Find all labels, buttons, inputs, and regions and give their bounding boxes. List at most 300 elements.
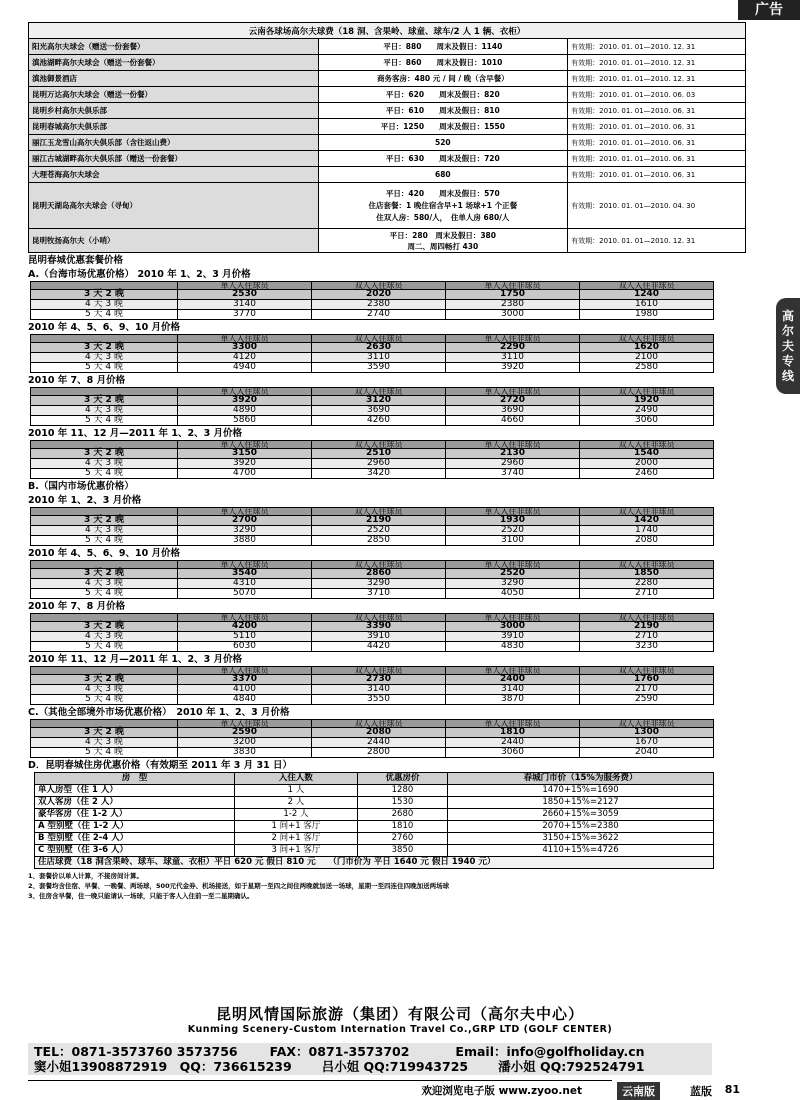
price-cell: 1750 bbox=[446, 290, 580, 300]
price-cell: 3920 bbox=[178, 396, 312, 406]
col-header: 单人入住非球员 bbox=[446, 441, 580, 449]
stay-label: 3 天 2 晚 bbox=[31, 290, 178, 300]
footer-blue: 蓝版 bbox=[690, 1085, 712, 1098]
price-cell: 2530 bbox=[178, 290, 312, 300]
price-row bbox=[31, 406, 714, 416]
price-cell: 3690 bbox=[446, 406, 580, 416]
section-title: 2010 年 7、8 月价格 bbox=[28, 375, 126, 386]
price-cell: 3830 bbox=[178, 748, 312, 758]
stay-label: 4 天 3 晚 bbox=[31, 738, 178, 748]
price-cell: 2520 bbox=[312, 526, 446, 536]
contact-person: 潘小姐 QQ:792524791 bbox=[498, 1059, 645, 1074]
room-row bbox=[35, 821, 714, 833]
price-cell: 2290 bbox=[446, 343, 580, 353]
contact-person: 窦小姐13908872919 QQ：736615239 bbox=[34, 1059, 292, 1074]
side-tab: 高尔夫专线 bbox=[776, 298, 800, 394]
col-header: 双人入住非球员 bbox=[580, 282, 714, 290]
col-header: 双人入住球员 bbox=[312, 282, 446, 290]
price-cell: 3290 bbox=[312, 579, 446, 589]
price-cell: 2190 bbox=[580, 622, 714, 632]
col-header: 单人入住非球员 bbox=[446, 614, 580, 622]
course-price: 平日：1250 周末及假日：1550 bbox=[318, 119, 568, 135]
price-cell: 3060 bbox=[446, 748, 580, 758]
course-name: 丽江玉龙雪山高尔夫俱乐部（含往返山费） bbox=[29, 135, 319, 151]
price-cell: 4660 bbox=[446, 416, 580, 426]
price-cell: 2740 bbox=[312, 310, 446, 320]
course-price: 平日：860 周末及假日：1010 bbox=[318, 55, 568, 71]
price-cell: 3910 bbox=[446, 632, 580, 642]
col-header: 单人入住球员 bbox=[178, 720, 312, 728]
price-row bbox=[31, 695, 714, 705]
col-header: 双人入住球员 bbox=[312, 441, 446, 449]
course-name: 昆明万达高尔夫球会（赠送一份餐） bbox=[29, 87, 319, 103]
price-row bbox=[31, 579, 714, 589]
price-row bbox=[31, 516, 714, 526]
price-row bbox=[31, 536, 714, 546]
col-header: 双人入住非球员 bbox=[580, 441, 714, 449]
room-row bbox=[35, 809, 714, 821]
price-cell: 2630 bbox=[312, 343, 446, 353]
col-header: 单人入住球员 bbox=[178, 388, 312, 396]
price-cell: 3710 bbox=[312, 589, 446, 599]
course-price: 平日：880 周末及假日：1140 bbox=[318, 39, 568, 55]
price-cell: 3550 bbox=[312, 695, 446, 705]
occupancy: 1-2 人 bbox=[235, 809, 358, 821]
price-cell: 4830 bbox=[446, 642, 580, 652]
price-row bbox=[31, 363, 714, 373]
price-cell: 2850 bbox=[312, 536, 446, 546]
col-header: 单人入住球员 bbox=[178, 614, 312, 622]
course-name: 昆明牧扬高尔夫（小哨） bbox=[29, 229, 319, 253]
price-row bbox=[31, 310, 714, 320]
contact-person: 吕小姐 QQ:719943725 bbox=[321, 1059, 469, 1074]
price-table bbox=[30, 334, 714, 373]
price-cell: 3590 bbox=[312, 363, 446, 373]
section-title: 2010 年 1、2、3 月价格 bbox=[28, 495, 142, 506]
col-header: 双人入住非球员 bbox=[580, 561, 714, 569]
course-valid: 有效期：2010. 01. 01—2010. 06. 31 bbox=[568, 103, 746, 119]
col-header: 双人入住非球员 bbox=[580, 388, 714, 396]
occupancy: 3 间+1 客厅 bbox=[235, 845, 358, 857]
price-row bbox=[31, 738, 714, 748]
col-header: 双人入住球员 bbox=[312, 614, 446, 622]
col-header: 优惠房价 bbox=[357, 773, 447, 785]
course-valid: 有效期：2010. 01. 01—2010. 12. 31 bbox=[568, 39, 746, 55]
price-cell: 2380 bbox=[446, 300, 580, 310]
price-cell: 4940 bbox=[178, 363, 312, 373]
course-price: 520 bbox=[318, 135, 568, 151]
occupancy: 1 间+1 客厅 bbox=[235, 821, 358, 833]
price-cell: 3060 bbox=[580, 416, 714, 426]
col-header: 单人入住球员 bbox=[178, 667, 312, 675]
price-cell: 2710 bbox=[580, 589, 714, 599]
price-cell: 5070 bbox=[178, 589, 312, 599]
price-cell: 2380 bbox=[312, 300, 446, 310]
rack-price: 2660+15%=3059 bbox=[448, 809, 714, 821]
stay-label: 5 天 4 晚 bbox=[31, 469, 178, 479]
price-cell: 2960 bbox=[446, 459, 580, 469]
col-header: 春城门市价（15%为服务费） bbox=[448, 773, 714, 785]
notes bbox=[28, 871, 746, 901]
col-header: 双人入住非球员 bbox=[580, 614, 714, 622]
room-type: 单人房型（住 1 人） bbox=[35, 785, 235, 797]
price-table bbox=[30, 387, 714, 426]
course-price: 平日：630 周末及假日：720 bbox=[318, 151, 568, 167]
price-cell: 3230 bbox=[580, 642, 714, 652]
price-cell: 2960 bbox=[312, 459, 446, 469]
course-row bbox=[29, 135, 746, 151]
company-block bbox=[0, 1003, 800, 1035]
rack-price: 3150+15%=3622 bbox=[448, 833, 714, 845]
stay-label: 5 天 4 晚 bbox=[31, 695, 178, 705]
price-cell: 3540 bbox=[178, 569, 312, 579]
col-header: 双人入住球员 bbox=[312, 388, 446, 396]
price-cell: 1850 bbox=[580, 569, 714, 579]
course-row bbox=[29, 87, 746, 103]
price-cell: 5860 bbox=[178, 416, 312, 426]
col-header: 双人入住球员 bbox=[312, 335, 446, 343]
price-row bbox=[31, 589, 714, 599]
price-cell: 2460 bbox=[580, 469, 714, 479]
price-cell: 3870 bbox=[446, 695, 580, 705]
price-cell: 2170 bbox=[580, 685, 714, 695]
price-cell: 3290 bbox=[446, 579, 580, 589]
section-title: C.（其他全部境外市场优惠价格） 2010 年 1、2、3 月价格 bbox=[28, 707, 290, 718]
course-row bbox=[29, 119, 746, 135]
tel: TEL：0871-3573760 3573756 bbox=[34, 1044, 238, 1059]
col-header: 双人入住非球员 bbox=[580, 720, 714, 728]
section-title: D．昆明春城住房优惠价格（有效期至 2011 年 3 月 31 日） bbox=[28, 760, 293, 771]
company-name-cn: 昆明风情国际旅游（集团）有限公司（高尔夫中心） bbox=[215, 1005, 584, 1023]
room-price: 1810 bbox=[357, 821, 447, 833]
room-row bbox=[35, 833, 714, 845]
col-header: 单人入住球员 bbox=[178, 561, 312, 569]
price-row bbox=[31, 290, 714, 300]
stay-label: 5 天 4 晚 bbox=[31, 642, 178, 652]
price-cell: 3000 bbox=[446, 310, 580, 320]
price-cell: 2440 bbox=[312, 738, 446, 748]
price-cell: 3740 bbox=[446, 469, 580, 479]
col-header: 单人入住非球员 bbox=[446, 335, 580, 343]
price-cell: 3920 bbox=[178, 459, 312, 469]
price-cell: 2800 bbox=[312, 748, 446, 758]
stay-label: 5 天 4 晚 bbox=[31, 416, 178, 426]
course-name: 滇池御景酒店 bbox=[29, 71, 319, 87]
price-cell: 4120 bbox=[178, 353, 312, 363]
price-cell: 3290 bbox=[178, 526, 312, 536]
col-header: 双人入住球员 bbox=[312, 561, 446, 569]
col-header: 双人入住球员 bbox=[312, 720, 446, 728]
price-cell: 1620 bbox=[580, 343, 714, 353]
price-cell: 4890 bbox=[178, 406, 312, 416]
email: Email：info@golfholiday.cn bbox=[455, 1044, 645, 1059]
price-row bbox=[31, 622, 714, 632]
price-cell: 3920 bbox=[446, 363, 580, 373]
price-row bbox=[31, 526, 714, 536]
col-header: 单人入住非球员 bbox=[446, 561, 580, 569]
price-cell: 3370 bbox=[178, 675, 312, 685]
course-name: 滇池湖畔高尔夫球会（赠送一份套餐） bbox=[29, 55, 319, 71]
price-cell: 2590 bbox=[178, 728, 312, 738]
price-cell: 3150 bbox=[178, 449, 312, 459]
rack-price: 1470+15%=1690 bbox=[448, 785, 714, 797]
course-row bbox=[29, 103, 746, 119]
price-row bbox=[31, 469, 714, 479]
stay-label: 4 天 3 晚 bbox=[31, 406, 178, 416]
price-cell: 1540 bbox=[580, 449, 714, 459]
col-header: 双人入住非球员 bbox=[580, 667, 714, 675]
price-row bbox=[31, 449, 714, 459]
occupancy: 1 人 bbox=[235, 785, 358, 797]
col-header: 单人入住非球员 bbox=[446, 508, 580, 516]
course-valid: 有效期：2010. 01. 01—2010. 06. 31 bbox=[568, 151, 746, 167]
price-cell: 2020 bbox=[312, 290, 446, 300]
price-row bbox=[31, 459, 714, 469]
col-header: 双人入住球员 bbox=[312, 667, 446, 675]
price-cell: 1420 bbox=[580, 516, 714, 526]
price-row bbox=[31, 675, 714, 685]
course-price: 平日：610 周末及假日：810 bbox=[318, 103, 568, 119]
price-cell: 3140 bbox=[446, 685, 580, 695]
stay-label: 3 天 2 晚 bbox=[31, 569, 178, 579]
price-cell: 1810 bbox=[446, 728, 580, 738]
stay-label: 4 天 3 晚 bbox=[31, 526, 178, 536]
section-title: A.（台海市场优惠价格） 2010 年 1、2、3 月价格 bbox=[28, 269, 251, 280]
col-header: 房 型 bbox=[35, 773, 235, 785]
price-table bbox=[30, 281, 714, 320]
col-header: 单人入住非球员 bbox=[446, 667, 580, 675]
course-price: 商务客房：480 元 / 间 / 晚（含早餐） bbox=[318, 71, 568, 87]
stay-label: 3 天 2 晚 bbox=[31, 622, 178, 632]
course-fee-title: 云南各球场高尔夫球费（18 洞、含果岭、球童、球车/2 人 1 辆、衣柜） bbox=[29, 23, 746, 39]
col-header: 入住人数 bbox=[235, 773, 358, 785]
price-cell: 2710 bbox=[580, 632, 714, 642]
price-cell: 3120 bbox=[312, 396, 446, 406]
price-cell: 2590 bbox=[580, 695, 714, 705]
stay-label: 4 天 3 晚 bbox=[31, 685, 178, 695]
price-cell: 6030 bbox=[178, 642, 312, 652]
price-cell: 2040 bbox=[580, 748, 714, 758]
course-valid: 有效期：2010. 01. 01—2010. 06. 31 bbox=[568, 119, 746, 135]
price-cell: 2130 bbox=[446, 449, 580, 459]
room-row bbox=[35, 845, 714, 857]
price-cell: 4420 bbox=[312, 642, 446, 652]
price-cell: 1610 bbox=[580, 300, 714, 310]
price-row bbox=[31, 396, 714, 406]
col-header: 单人入住球员 bbox=[178, 282, 312, 290]
col-header: 单人入住非球员 bbox=[446, 720, 580, 728]
price-cell: 4260 bbox=[312, 416, 446, 426]
room-type: C 型别墅（住 3-6 人） bbox=[35, 845, 235, 857]
price-cell: 1300 bbox=[580, 728, 714, 738]
section-title: 2010 年 4、5、6、9、10 月价格 bbox=[28, 548, 181, 559]
course-valid: 有效期：2010. 01. 01—2010. 12. 31 bbox=[568, 71, 746, 87]
note: 3、住房含早餐，住一晚只能请认一场球，只能于客人入住前一至二星期确认。 bbox=[28, 892, 254, 900]
stay-label: 4 天 3 晚 bbox=[31, 579, 178, 589]
price-cell: 2520 bbox=[446, 526, 580, 536]
stay-label: 5 天 4 晚 bbox=[31, 748, 178, 758]
price-cell: 3880 bbox=[178, 536, 312, 546]
note: 2、套餐均含住宿、早餐、一晚餐、两场球，500元代金券、机场接送，如于星期一至四之间住两晚就加送一场球，星期一至四连住四晚加送两场球 bbox=[28, 882, 450, 890]
course-valid: 有效期：2010. 01. 01—2010. 06. 03 bbox=[568, 87, 746, 103]
price-cell: 2860 bbox=[312, 569, 446, 579]
price-cell: 3910 bbox=[312, 632, 446, 642]
col-header: 双人入住非球员 bbox=[580, 335, 714, 343]
price-table bbox=[30, 507, 714, 546]
price-cell: 3110 bbox=[446, 353, 580, 363]
price-row bbox=[31, 343, 714, 353]
room-type: A 型别墅（住 1-2 人） bbox=[35, 821, 235, 833]
room-price: 2680 bbox=[357, 809, 447, 821]
course-price: 平日：420 周末及假日：570 住店套餐：1 晚住宿含早+1 场球+1 个正餐 住双人房：580/人， 住单人房 680/人 bbox=[318, 183, 568, 229]
price-cell: 3300 bbox=[178, 343, 312, 353]
price-cell: 2700 bbox=[178, 516, 312, 526]
price-cell: 2490 bbox=[580, 406, 714, 416]
price-cell: 2080 bbox=[312, 728, 446, 738]
footer-web: 欢迎浏览电子版 www.zyoo.net bbox=[421, 1085, 582, 1097]
price-row bbox=[31, 728, 714, 738]
stay-label: 3 天 2 晚 bbox=[31, 675, 178, 685]
stay-label: 5 天 4 晚 bbox=[31, 310, 178, 320]
room-price: 3850 bbox=[357, 845, 447, 857]
price-cell: 1930 bbox=[446, 516, 580, 526]
price-cell: 5110 bbox=[178, 632, 312, 642]
price-cell: 4700 bbox=[178, 469, 312, 479]
course-row bbox=[29, 39, 746, 55]
price-cell: 1920 bbox=[580, 396, 714, 406]
stay-label: 3 天 2 晚 bbox=[31, 343, 178, 353]
course-price: 平日：280 周末及假日：380 周二、周四畅打 430 bbox=[318, 229, 568, 253]
course-valid: 有效期：2010. 01. 01—2010. 12. 31 bbox=[568, 229, 746, 253]
price-cell: 4310 bbox=[178, 579, 312, 589]
stay-label: 3 天 2 晚 bbox=[31, 516, 178, 526]
stay-label: 5 天 4 晚 bbox=[31, 536, 178, 546]
price-table bbox=[30, 560, 714, 599]
section-title: 2010 年 4、5、6、9、10 月价格 bbox=[28, 322, 181, 333]
room-price: 2760 bbox=[357, 833, 447, 845]
occupancy: 2 间+1 客厅 bbox=[235, 833, 358, 845]
price-cell: 2440 bbox=[446, 738, 580, 748]
price-table bbox=[30, 613, 714, 652]
price-cell: 3140 bbox=[178, 300, 312, 310]
ad-tag: 广告 bbox=[738, 0, 800, 20]
course-row bbox=[29, 71, 746, 87]
price-row bbox=[31, 353, 714, 363]
price-cell: 3690 bbox=[312, 406, 446, 416]
price-cell: 2580 bbox=[580, 363, 714, 373]
footer-edition: 云南版 bbox=[617, 1082, 660, 1100]
course-price: 平日：620 周末及假日：820 bbox=[318, 87, 568, 103]
section-title: 昆明春城优惠套餐价格 bbox=[28, 255, 124, 266]
course-name: 阳光高尔夫球会（赠送一份套餐） bbox=[29, 39, 319, 55]
price-cell: 2510 bbox=[312, 449, 446, 459]
price-cell: 3770 bbox=[178, 310, 312, 320]
course-valid: 有效期：2010. 01. 01—2010. 04. 30 bbox=[568, 183, 746, 229]
room-row bbox=[35, 785, 714, 797]
note: 1、套餐价以单人计算，不接房间计算。 bbox=[28, 872, 144, 880]
stay-label: 3 天 2 晚 bbox=[31, 449, 178, 459]
fax: FAX：0871-3573702 bbox=[269, 1044, 410, 1059]
price-row bbox=[31, 416, 714, 426]
stay-label: 4 天 3 晚 bbox=[31, 459, 178, 469]
price-row bbox=[31, 569, 714, 579]
contact-block bbox=[28, 1043, 712, 1075]
price-cell: 2280 bbox=[580, 579, 714, 589]
price-cell: 4840 bbox=[178, 695, 312, 705]
rack-price: 2070+15%=2380 bbox=[448, 821, 714, 833]
course-valid: 有效期：2010. 01. 01—2010. 12. 31 bbox=[568, 55, 746, 71]
col-header: 双人入住非球员 bbox=[580, 508, 714, 516]
col-header: 单人入住球员 bbox=[178, 508, 312, 516]
course-name: 昆明春城高尔夫俱乐部 bbox=[29, 119, 319, 135]
price-cell: 4100 bbox=[178, 685, 312, 695]
stay-label: 4 天 3 晚 bbox=[31, 353, 178, 363]
course-row bbox=[29, 151, 746, 167]
price-cell: 3200 bbox=[178, 738, 312, 748]
course-price: 680 bbox=[318, 167, 568, 183]
stay-label: 4 天 3 晚 bbox=[31, 632, 178, 642]
price-cell: 3000 bbox=[446, 622, 580, 632]
price-cell: 1670 bbox=[580, 738, 714, 748]
course-name: 大理苍海高尔夫球会 bbox=[29, 167, 319, 183]
page-footer bbox=[0, 1080, 800, 1100]
price-cell: 3390 bbox=[312, 622, 446, 632]
section-title: 2010 年 7、8 月价格 bbox=[28, 601, 126, 612]
course-valid: 有效期：2010. 01. 01—2010. 06. 31 bbox=[568, 167, 746, 183]
price-row bbox=[31, 748, 714, 758]
stay-label: 5 天 4 晚 bbox=[31, 589, 178, 599]
stay-label: 3 天 2 晚 bbox=[31, 728, 178, 738]
section-title: 2010 年 11、12 月—2011 年 1、2、3 月价格 bbox=[28, 428, 242, 439]
price-cell: 3110 bbox=[312, 353, 446, 363]
col-header: 单人入住非球员 bbox=[446, 282, 580, 290]
course-row bbox=[29, 55, 746, 71]
price-cell: 2100 bbox=[580, 353, 714, 363]
rack-price: 1850+15%=2127 bbox=[448, 797, 714, 809]
price-row bbox=[31, 642, 714, 652]
price-cell: 2080 bbox=[580, 536, 714, 546]
price-cell: 3100 bbox=[446, 536, 580, 546]
price-cell: 2190 bbox=[312, 516, 446, 526]
price-cell: 1760 bbox=[580, 675, 714, 685]
course-row bbox=[29, 167, 746, 183]
col-header: 单人入住球员 bbox=[178, 441, 312, 449]
room-type: 豪华客房（住 1-2 人） bbox=[35, 809, 235, 821]
course-fee-table bbox=[28, 22, 746, 253]
price-cell: 1740 bbox=[580, 526, 714, 536]
rack-price: 4110+15%=4726 bbox=[448, 845, 714, 857]
price-cell: 2720 bbox=[446, 396, 580, 406]
price-cell: 2000 bbox=[580, 459, 714, 469]
course-name: 丽江古城湖畔高尔夫俱乐部（赠送一份套餐） bbox=[29, 151, 319, 167]
course-valid: 有效期：2010. 01. 01—2010. 06. 31 bbox=[568, 135, 746, 151]
room-price: 1280 bbox=[357, 785, 447, 797]
section-title: 2010 年 11、12 月—2011 年 1、2、3 月价格 bbox=[28, 654, 242, 665]
col-header: 单人入住球员 bbox=[178, 335, 312, 343]
price-cell: 3420 bbox=[312, 469, 446, 479]
price-table bbox=[30, 719, 714, 758]
room-type: B 型别墅（住 2-4 人） bbox=[35, 833, 235, 845]
price-row bbox=[31, 632, 714, 642]
price-cell: 4050 bbox=[446, 589, 580, 599]
course-name: 昆明天湖岛高尔夫球会（寻甸） bbox=[29, 183, 319, 229]
occupancy: 2 人 bbox=[235, 797, 358, 809]
stay-label: 5 天 4 晚 bbox=[31, 363, 178, 373]
room-row bbox=[35, 797, 714, 809]
price-table bbox=[30, 440, 714, 479]
col-header: 双人入住球员 bbox=[312, 508, 446, 516]
stay-label: 4 天 3 晚 bbox=[31, 300, 178, 310]
